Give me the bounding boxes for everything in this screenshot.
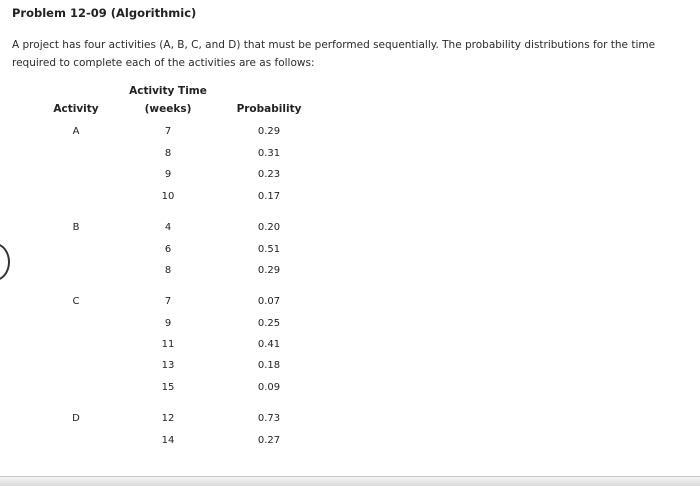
time-cell: 8 [164, 265, 172, 276]
time-cell: 8 [164, 148, 172, 159]
header-probability: Probability [236, 103, 302, 115]
header-weeks: (weeks) [144, 103, 192, 115]
probability-cell: 0.23 [257, 169, 281, 180]
problem-title: Problem 12-09 (Algorithmic) [12, 6, 197, 20]
probability-cell: 0.18 [257, 360, 281, 371]
probability-cell: 0.73 [257, 413, 281, 424]
problem-intro: A project has four activities (A, B, C, and D) that must be performed sequentially. The probability distributions for the time required to complete each of the activities are as follows: [12, 39, 656, 69]
header-activity-time: Activity Time [129, 85, 207, 97]
probability-cell: 0.31 [257, 148, 281, 159]
time-cell: 7 [164, 126, 172, 137]
probability-cell: 0.09 [257, 382, 281, 393]
activity-label: D [72, 413, 80, 424]
time-cell: 9 [164, 169, 172, 180]
probability-cell: 0.41 [257, 339, 281, 350]
time-cell: 7 [164, 296, 172, 307]
probability-cell: 0.07 [257, 296, 281, 307]
time-cell: 13 [161, 360, 175, 371]
probability-cell: 0.20 [257, 222, 281, 233]
probability-cell: 0.29 [257, 126, 281, 137]
probability-cell: 0.27 [257, 435, 281, 446]
time-cell: 6 [164, 244, 172, 255]
header-activity: Activity [53, 103, 99, 115]
probability-cell: 0.17 [257, 191, 281, 202]
side-scroll-circle-icon[interactable] [0, 243, 10, 281]
probability-cell: 0.25 [257, 318, 281, 329]
time-cell: 4 [164, 222, 172, 233]
time-cell: 9 [164, 318, 172, 329]
time-cell: 14 [161, 435, 175, 446]
activity-label: B [72, 222, 80, 233]
activity-label: C [72, 296, 80, 307]
probability-cell: 0.29 [257, 265, 281, 276]
time-cell: 11 [161, 339, 175, 350]
time-cell: 12 [161, 413, 175, 424]
probability-cell: 0.51 [257, 244, 281, 255]
time-cell: 15 [161, 382, 175, 393]
activity-label: A [72, 126, 80, 137]
time-cell: 10 [161, 191, 175, 202]
